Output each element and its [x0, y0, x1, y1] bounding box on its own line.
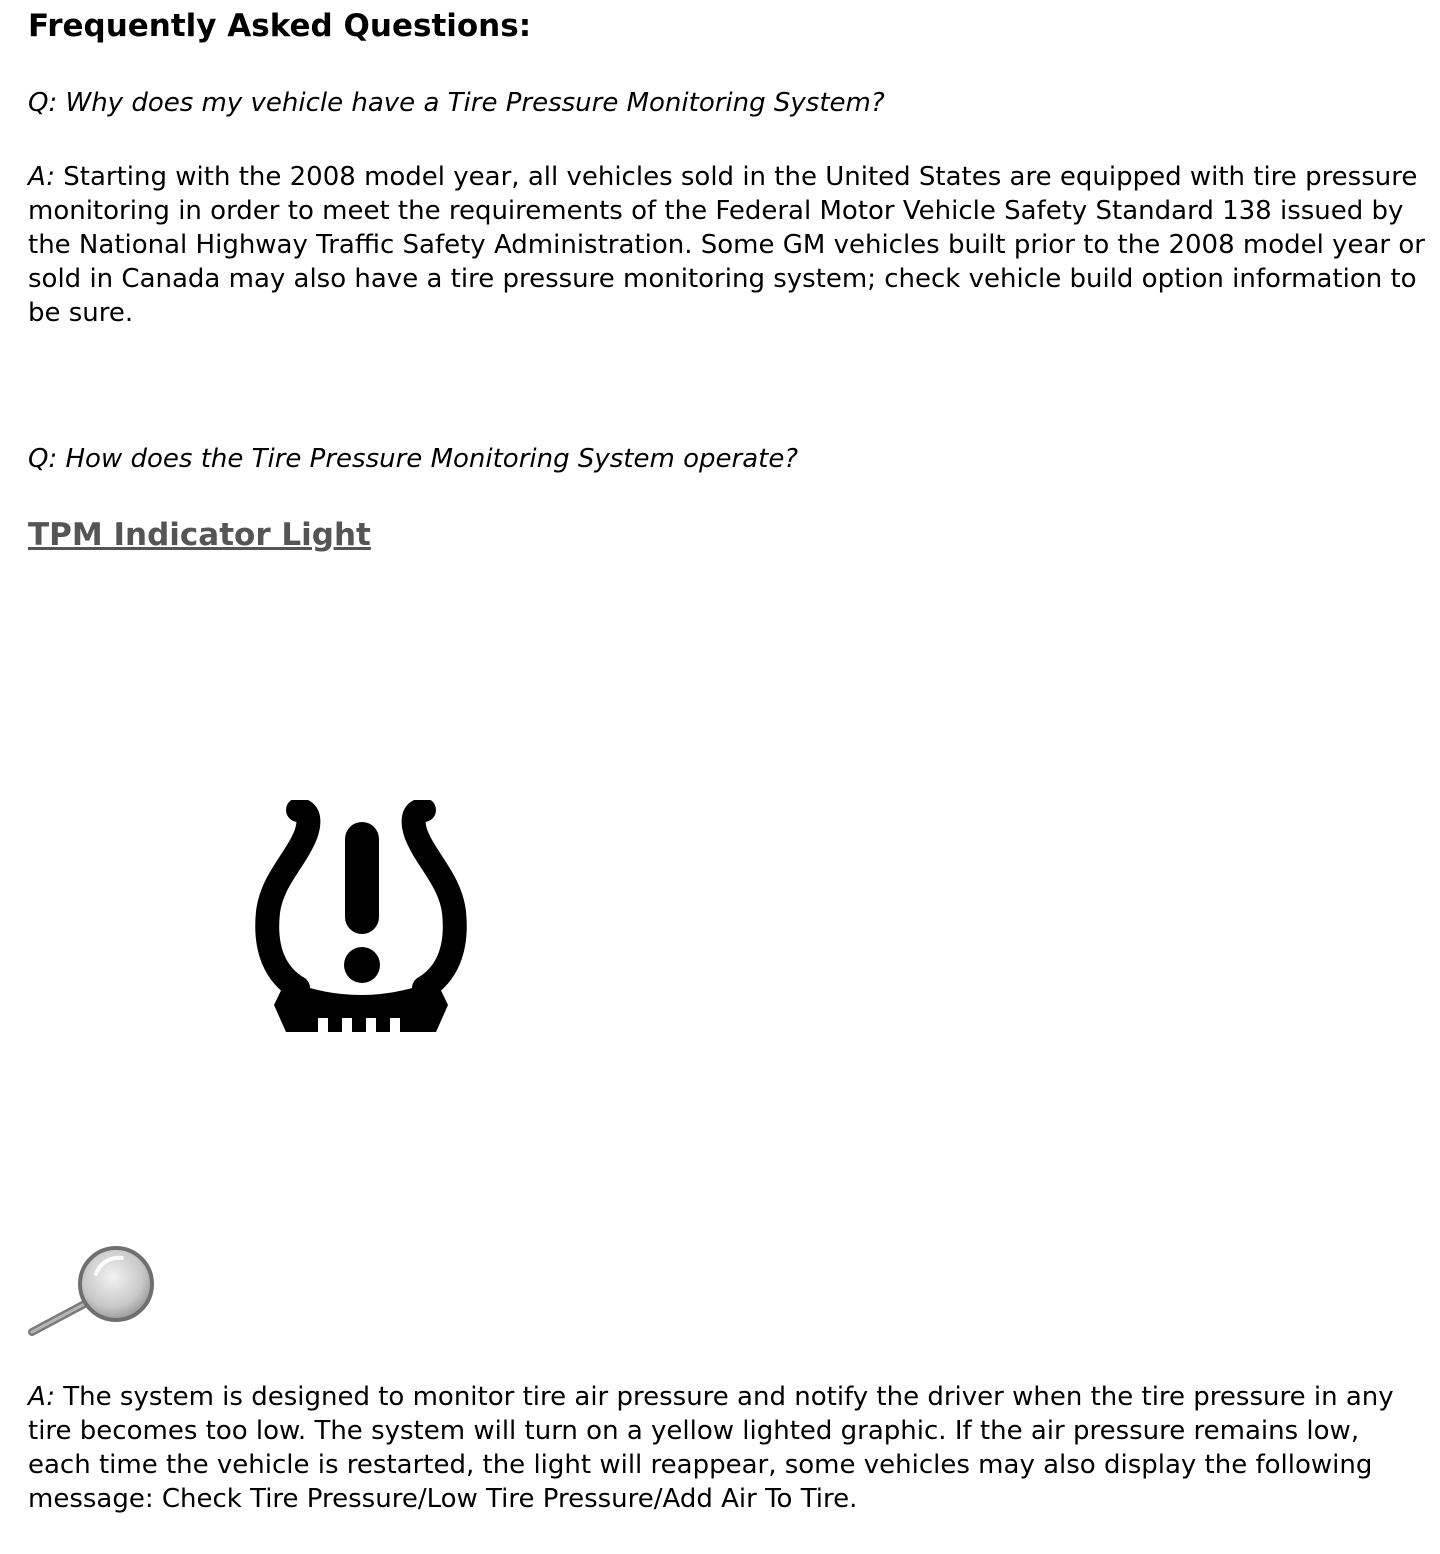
tpm-indicator-light-link[interactable]: TPM Indicator Light	[28, 517, 371, 553]
faq-question-1: Q: Why does my vehicle have a Tire Pressure Monitoring System?	[28, 88, 885, 118]
tire-pressure-warning-icon	[248, 800, 474, 1034]
faq-answer-1	[28, 160, 1428, 330]
answer-text: Starting with the 2008 model year, all vehicles sold in the United States are equipped with tire pressure monitoring in order to meet the requirements of the Federal Motor Vehicle Safety Standard 138 issued by the National Highway Traffic Safety Administration. Some GM vehicles built prior to the 2008 model year or sold in Canada may also have a tire pressure monitoring system; check vehicle build option information to be sure.	[28, 162, 1425, 328]
answer-prefix: A:	[28, 1382, 56, 1412]
faq-answer-2	[28, 1380, 1428, 1516]
answer-prefix: A:	[28, 162, 56, 192]
faq-question-2: Q: How does the Tire Pressure Monitoring System operate?	[28, 444, 799, 474]
answer-text: The system is designed to monitor tire air pressure and notify the driver when the tire pressure in any tire becomes too low. The system will turn on a yellow lighted graphic. If the air pressure remains low, each time the vehicle is restarted, the light will reappear, some vehicles may also display the following message: Check Tire Pressure/Low Tire Pressure/Add Air To Tire.	[28, 1382, 1394, 1514]
page-title: Frequently Asked Questions:	[28, 8, 532, 44]
magnifier-icon[interactable]	[26, 1244, 156, 1338]
